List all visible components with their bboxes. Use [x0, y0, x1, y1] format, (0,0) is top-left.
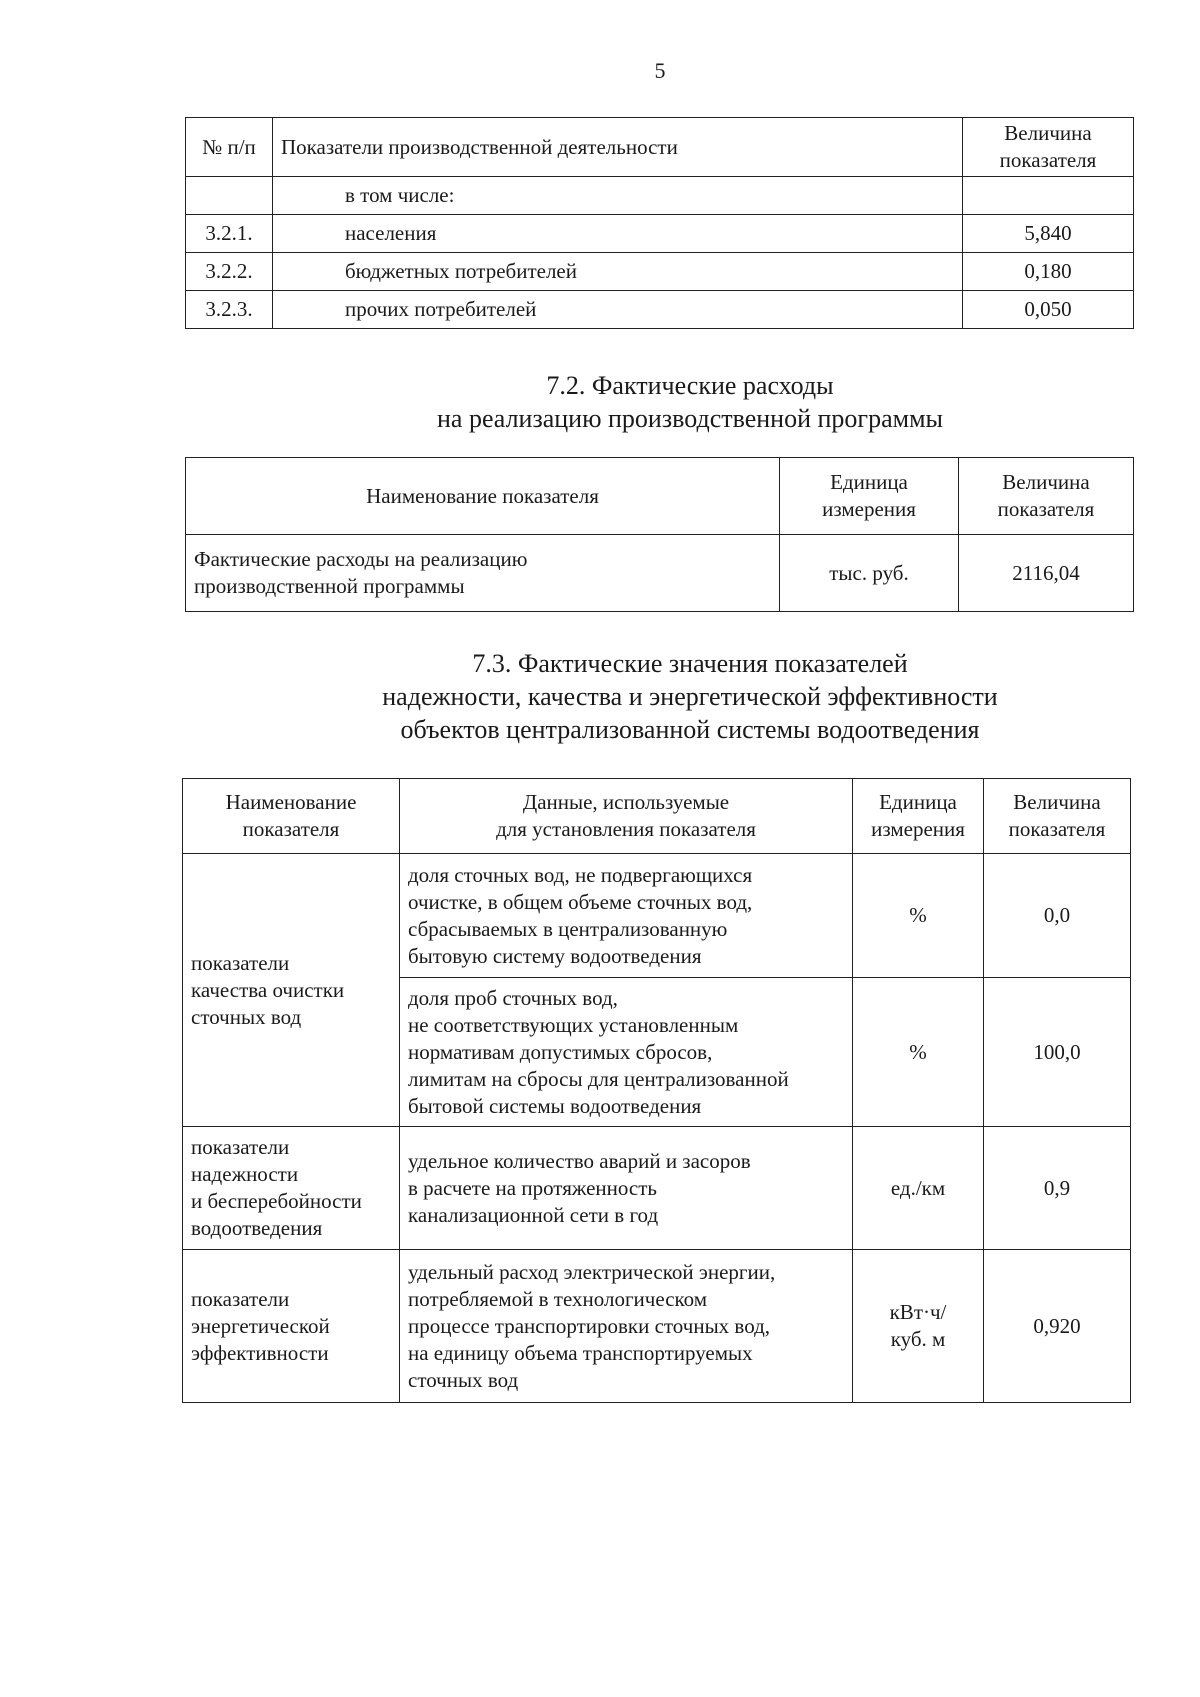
table-header-row [186, 458, 1134, 535]
row-value: 0,9 [984, 1127, 1131, 1250]
actual-expenses-table [185, 457, 1134, 612]
row-name: бюджетных потребителей [273, 253, 963, 291]
row-data: доля сточных вод, не подвергающихся очистке, в общем объеме сточных вод, сбрасываемых в централизованную бытовую систему водоотведения [400, 854, 853, 978]
row-value [963, 177, 1134, 215]
row-name: населения [273, 215, 963, 253]
header-value: Величина показателя [984, 779, 1131, 854]
group-name: показатели надежности и бесперебойности водоотведения [183, 1127, 400, 1250]
header-name: Показатели производственной деятельности [273, 118, 963, 177]
row-value: 2116,04 [959, 535, 1134, 612]
header-data: Данные, используемые для установления показателя [400, 779, 853, 854]
row-value: 0,180 [963, 253, 1134, 291]
row-unit: тыс. руб. [780, 535, 959, 612]
table-row [186, 291, 1134, 329]
table-header-row [183, 779, 1131, 854]
table-row [183, 1127, 1131, 1250]
row-value: 0,0 [984, 854, 1131, 978]
row-name: прочих потребителей [273, 291, 963, 329]
row-value: 0,050 [963, 291, 1134, 329]
row-value: 5,840 [963, 215, 1134, 253]
table-row [186, 253, 1134, 291]
group-name: показатели энергетической эффективности [183, 1250, 400, 1403]
production-indicators-table [185, 117, 1134, 329]
table-row [186, 215, 1134, 253]
row-num: 3.2.2. [186, 253, 273, 291]
row-name: в том числе: [273, 177, 963, 215]
header-num: № п/п [186, 118, 273, 177]
row-name: Фактические расходы на реализацию производственной программы [186, 535, 780, 612]
header-unit: Единица измерения [853, 779, 984, 854]
header-name: Наименование показателя [183, 779, 400, 854]
page-number: 5 [654, 58, 666, 83]
section-7-2-heading: 7.2. Фактические расходы на реализацию производственной программы [436, 371, 943, 433]
row-unit: ед./км [853, 1127, 984, 1250]
row-value: 100,0 [984, 978, 1131, 1127]
table-row [186, 535, 1134, 612]
row-num [186, 177, 273, 215]
header-value: Величина показателя [963, 118, 1134, 177]
table-row [183, 1250, 1131, 1403]
header-name: Наименование показателя [186, 458, 780, 535]
row-unit: % [853, 978, 984, 1127]
row-data: удельное количество аварий и засоров в расчете на протяженность канализационной сети в год [400, 1127, 853, 1250]
table-row [186, 177, 1134, 215]
header-value: Величина показателя [959, 458, 1134, 535]
row-unit: % [853, 854, 984, 978]
section-7-3-heading: 7.3. Фактические значения показателей надежности, качества и энергетической эффективности объектов централизованной системы водоотведения [382, 649, 998, 744]
row-num: 3.2.1. [186, 215, 273, 253]
row-value: 0,920 [984, 1250, 1131, 1403]
reliability-quality-table [182, 778, 1131, 1403]
row-num: 3.2.3. [186, 291, 273, 329]
row-data: доля проб сточных вод, не соответствующих установленным нормативам допустимых сбросов, лимитам на сбросы для централизованной бытовой системы водоотведения [400, 978, 853, 1127]
group-name: показатели качества очистки сточных вод [183, 854, 400, 1127]
row-unit: кВт·ч/ куб. м [853, 1250, 984, 1403]
table-row [183, 854, 1131, 978]
table-header-row [186, 118, 1134, 177]
header-unit: Единица измерения [780, 458, 959, 535]
row-data: удельный расход электрической энергии, потребляемой в технологическом процессе транспортировки сточных вод, на единицу объема транспортируемых сточных вод [400, 1250, 853, 1403]
